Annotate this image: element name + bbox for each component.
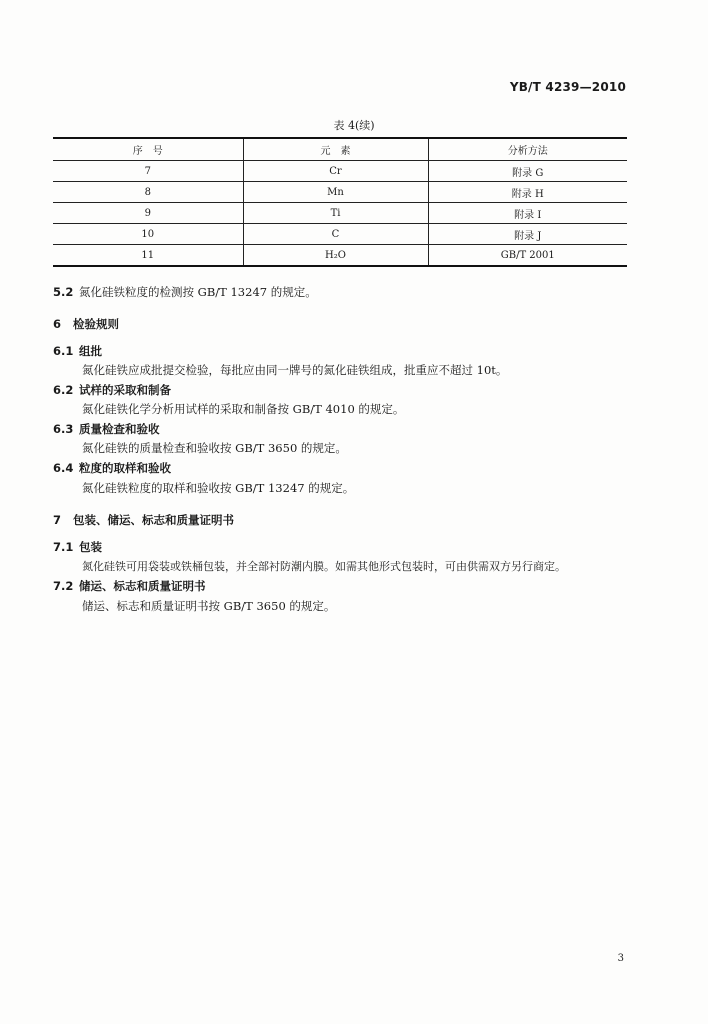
- clause-title: 试样的采取和制备: [79, 383, 171, 397]
- column-header-serial: 序 号: [53, 138, 243, 161]
- clause-6-4-text: 氮化硅铁粒度的取样和验收按 GB/T 13247 的规定。: [82, 481, 355, 495]
- standard-code: YB/T 4239—2010: [509, 80, 626, 94]
- cell-element: Ti: [243, 203, 428, 224]
- clause-number: 7.1: [53, 540, 74, 554]
- cell-element: C: [243, 224, 428, 245]
- cell-method: 附录 I: [428, 203, 627, 224]
- table-row: [53, 203, 627, 224]
- table-row: [53, 224, 627, 245]
- clause-7-2-heading: [53, 578, 206, 594]
- clause-6-4-heading: [53, 460, 171, 476]
- clause-6-3-heading: [53, 421, 160, 437]
- clause-text: 氮化硅铁粒度的检测按 GB/T 13247 的规定。: [79, 285, 317, 299]
- page-number: 3: [617, 953, 624, 964]
- clause-title: 质量检查和验收: [79, 422, 160, 436]
- cell-serial: 8: [53, 182, 243, 203]
- cell-element: H₂O: [243, 245, 428, 267]
- clause-number: 7.2: [53, 579, 74, 593]
- cell-serial: 11: [53, 245, 243, 267]
- clause-6-2-heading: [53, 382, 171, 398]
- clause-7-1-heading: [53, 539, 102, 555]
- clause-number: 6.3: [53, 422, 74, 436]
- clause-6-1-heading: [53, 343, 102, 359]
- cell-element: Cr: [243, 161, 428, 182]
- clause-title: 包装: [79, 540, 102, 554]
- clause-7-2-text: 储运、标志和质量证明书按 GB/T 3650 的规定。: [82, 599, 336, 613]
- analysis-method-table: [53, 137, 627, 267]
- clause-title: 组批: [79, 344, 102, 358]
- clause-title: 粒度的取样和验收: [79, 461, 171, 475]
- cell-serial: 10: [53, 224, 243, 245]
- cell-serial: 7: [53, 161, 243, 182]
- table-row: [53, 182, 627, 203]
- clause-7-1-text: 氮化硅铁可用袋装或铁桶包装，并全部衬防潮内膜。如需其他形式包装时，可由供需双方另行商定。: [82, 560, 566, 573]
- cell-method: 附录 J: [428, 224, 627, 245]
- column-header-method: 分析方法: [428, 138, 627, 161]
- clause-number: 6.4: [53, 461, 74, 475]
- clause-title: 储运、标志和质量证明书: [79, 579, 206, 593]
- section-title: 包装、储运、标志和质量证明书: [73, 513, 234, 527]
- table-caption: 表 4(续): [333, 119, 375, 132]
- clause-6-3-text: 氮化硅铁的质量检查和验收按 GB/T 3650 的规定。: [82, 441, 347, 455]
- column-header-element: 元 素: [243, 138, 428, 161]
- table-row: [53, 161, 627, 182]
- clause-5-2: [53, 284, 317, 300]
- table-row: [53, 245, 627, 267]
- section-7-heading: [53, 512, 234, 528]
- clause-number: 6.2: [53, 383, 74, 397]
- section-number: 7: [53, 513, 62, 527]
- cell-element: Mn: [243, 182, 428, 203]
- section-number: 6: [53, 317, 62, 331]
- section-title: 检验规则: [73, 317, 119, 331]
- cell-serial: 9: [53, 203, 243, 224]
- cell-method: GB/T 2001: [428, 245, 627, 267]
- cell-method: 附录 G: [428, 161, 627, 182]
- section-6-heading: [53, 316, 119, 332]
- clause-6-2-text: 氮化硅铁化学分析用试样的采取和制备按 GB/T 4010 的规定。: [82, 402, 405, 416]
- cell-method: 附录 H: [428, 182, 627, 203]
- clause-number: 5.2: [53, 285, 74, 299]
- clause-number: 6.1: [53, 344, 74, 358]
- table-header-row: [53, 138, 627, 161]
- clause-6-1-text: 氮化硅铁应成批提交检验，每批应由同一牌号的氮化硅铁组成，批重应不超过 10t。: [82, 363, 508, 377]
